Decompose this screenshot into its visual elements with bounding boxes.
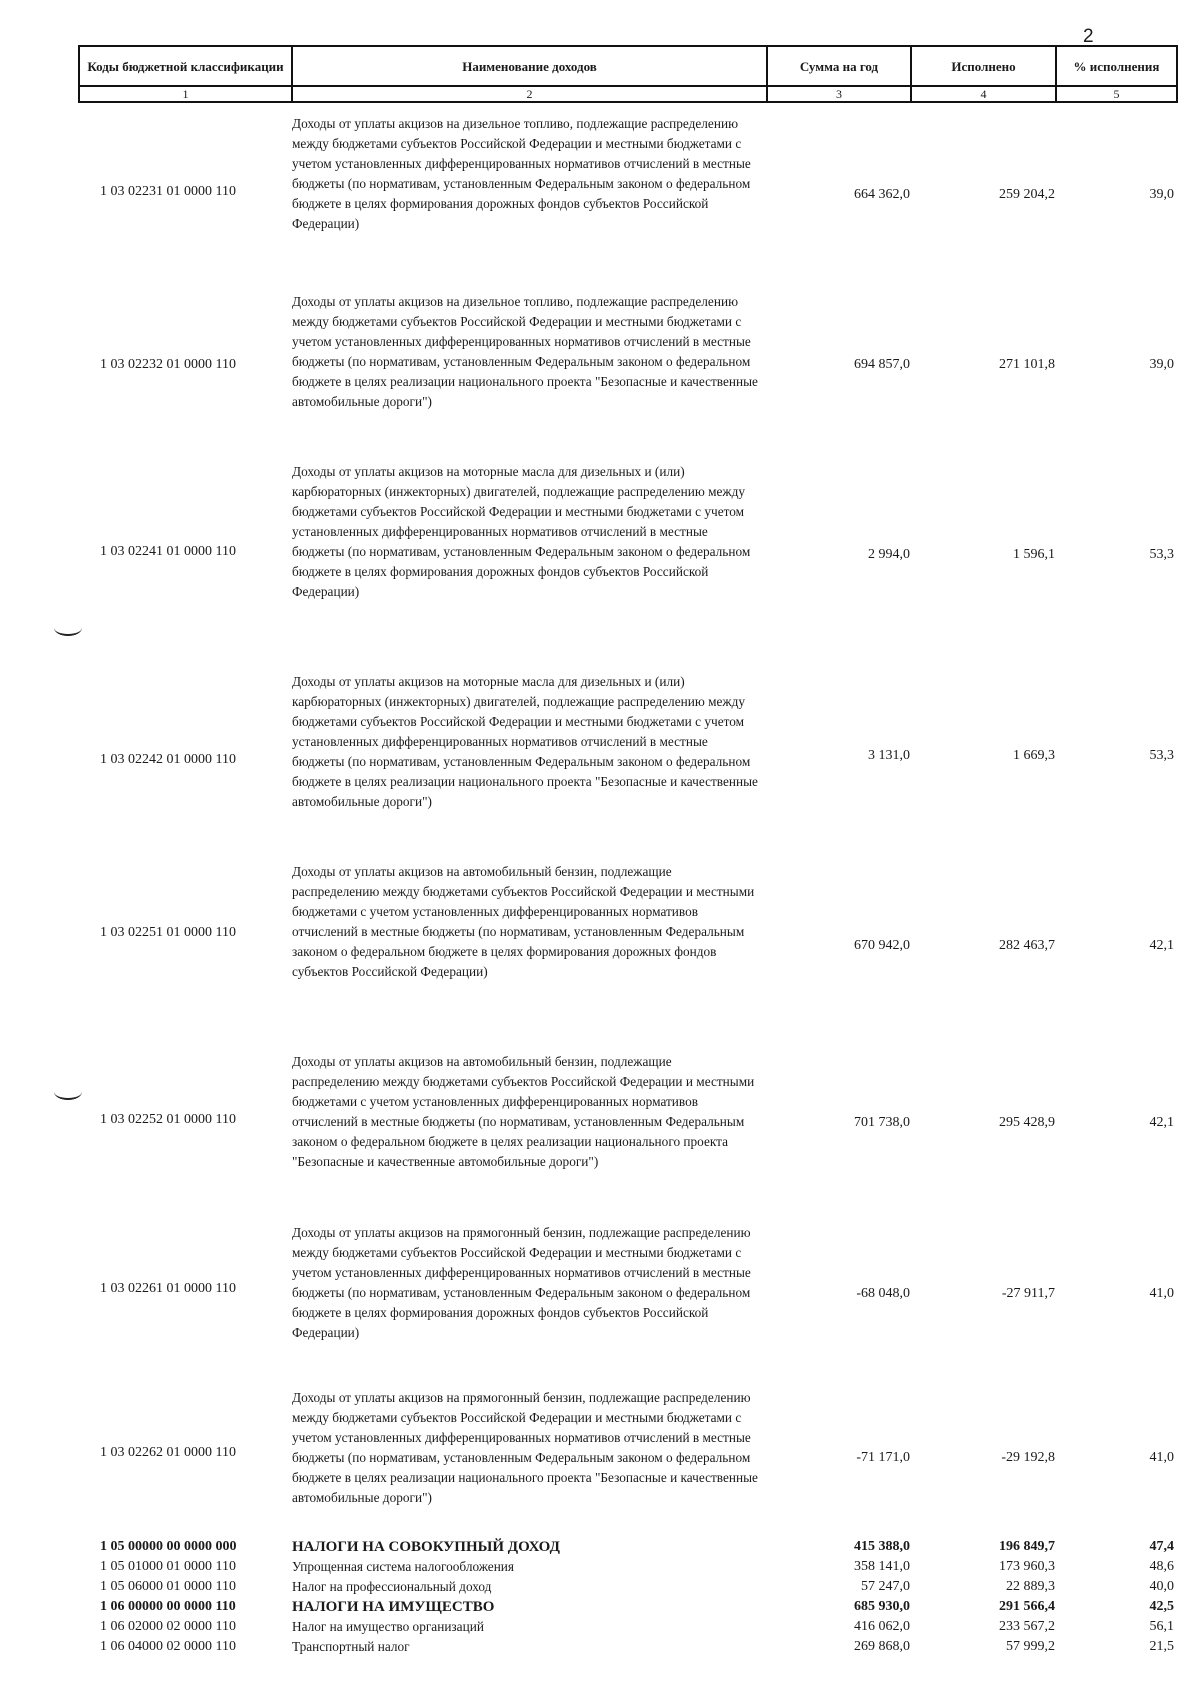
row-plan: 3 131,0 xyxy=(868,748,910,763)
row-code: 1 05 00000 00 0000 000 xyxy=(100,1539,237,1554)
row-code: 1 03 02262 01 0000 110 xyxy=(100,1445,236,1460)
row-code: 1 06 02000 02 0000 110 xyxy=(100,1619,236,1634)
page-number: 2 xyxy=(1083,26,1094,47)
row-pct: 41,0 xyxy=(1149,1286,1174,1301)
row-code: 1 05 01000 01 0000 110 xyxy=(100,1559,236,1574)
row-pct: 47,4 xyxy=(1149,1539,1174,1554)
row-name: НАЛОГИ НА ИМУЩЕСТВО xyxy=(292,1599,495,1615)
header-num-2: 2 xyxy=(292,86,767,102)
row-done: 173 960,3 xyxy=(999,1559,1055,1574)
row-name: НАЛОГИ НА СОВОКУПНЫЙ ДОХОД xyxy=(292,1539,560,1555)
row-done: 282 463,7 xyxy=(999,938,1055,953)
header-num-1: 1 xyxy=(79,86,292,102)
row-name: Доходы от уплаты акцизов на моторные масла для дизельных и (или) карбюраторных (инжекторных) двигателей, подлежащие распределению между бюджетами субъектов Российской Федерации и местными бюджетами с учетом установленных дифференцированных нормативов отчислений в местные бюджеты (по нормативам, установленным Федеральным законом о федеральном бюджете в целях формирования дорожных фондов субъектов Российской Федерации) xyxy=(292,464,751,599)
row-name: Доходы от уплаты акцизов на дизельное топливо, подлежащие распределению между бюджетами субъектов Российской Федерации и местными бюджетами с учетом установленных дифференцированных нормативов отчислений в местные бюджеты (по нормативам, установленным Федеральным законом о федеральном бюджете в целях формирования дорожных фондов субъектов Российской Федерации) xyxy=(292,116,751,231)
header-name: Наименование доходов xyxy=(292,46,767,86)
row-plan: -71 171,0 xyxy=(856,1450,910,1465)
row-name: Транспортный налог xyxy=(292,1639,410,1654)
row-done: -27 911,7 xyxy=(1001,1286,1055,1301)
row-code: 1 03 02242 01 0000 110 xyxy=(100,752,236,767)
row-done: 1 596,1 xyxy=(1013,547,1055,562)
row-name: Доходы от уплаты акцизов на прямогонный бензин, подлежащие распределению между бюджетами субъектов Российской Федерации и местными бюджетами с учетом установленных дифференцированных нормативов отчислений в местные бюджеты (по нормативам, установленным Федеральным законом о федеральном бюджете в целях реализации национального проекта "Безопасные и качественные автомобильные дороги") xyxy=(292,1390,758,1505)
row-done: 233 567,2 xyxy=(999,1619,1055,1634)
row-name: Доходы от уплаты акцизов на прямогонный бензин, подлежащие распределению между бюджетами субъектов Российской Федерации и местными бюджетами с учетом установленных дифференцированных нормативов отчислений в местные бюджеты (по нормативам, установленным Федеральным законом о федеральном бюджете в целях формирования дорожных фондов субъектов Российской Федерации) xyxy=(292,1225,751,1340)
row-done: 295 428,9 xyxy=(999,1115,1055,1130)
row-plan: 685 930,0 xyxy=(854,1599,910,1614)
row-plan: 415 388,0 xyxy=(854,1539,910,1554)
row-plan: 2 994,0 xyxy=(868,547,910,562)
header-num-3: 3 xyxy=(767,86,911,102)
row-code: 1 03 02251 01 0000 110 xyxy=(100,925,236,940)
row-plan: 416 062,0 xyxy=(854,1619,910,1634)
row-plan: 701 738,0 xyxy=(854,1115,910,1130)
table-header xyxy=(78,45,1178,103)
row-plan: 269 868,0 xyxy=(854,1639,910,1654)
row-pct: 39,0 xyxy=(1149,187,1174,202)
row-code: 1 06 00000 00 0000 110 xyxy=(100,1599,236,1614)
row-pct: 42,5 xyxy=(1149,1599,1174,1614)
row-name: Доходы от уплаты акцизов на автомобильный бензин, подлежащие распределению между бюджетами субъектов Российской Федерации и местными бюджетами с учетом установленных дифференцированных нормативов отчислений в местные бюджеты (по нормативам, установленным Федеральным законом о федеральном бюджете в целях реализации национального проекта "Безопасные и качественные автомобильные дороги") xyxy=(292,1054,755,1169)
row-pct: 48,6 xyxy=(1149,1559,1174,1574)
row-pct: 41,0 xyxy=(1149,1450,1174,1465)
row-pct: 53,3 xyxy=(1149,547,1174,562)
row-code: 1 03 02232 01 0000 110 xyxy=(100,357,236,372)
row-code: 1 06 04000 02 0000 110 xyxy=(100,1639,236,1654)
header-done: Исполнено xyxy=(911,46,1056,86)
header-num-5: 5 xyxy=(1056,86,1177,102)
row-name: Налог на имущество организаций xyxy=(292,1619,484,1634)
row-pct: 40,0 xyxy=(1149,1579,1174,1594)
row-plan: 664 362,0 xyxy=(854,187,910,202)
row-plan: 358 141,0 xyxy=(854,1559,910,1574)
row-pct: 39,0 xyxy=(1149,357,1174,372)
margin-mark xyxy=(54,620,82,636)
row-plan: 694 857,0 xyxy=(854,357,910,372)
row-name: Налог на профессиональный доход xyxy=(292,1579,492,1594)
row-code: 1 03 02252 01 0000 110 xyxy=(100,1112,236,1127)
header-plan: Сумма на год xyxy=(767,46,911,86)
row-done: 271 101,8 xyxy=(999,357,1055,372)
row-name: Доходы от уплаты акцизов на моторные масла для дизельных и (или) карбюраторных (инжекторных) двигателей, подлежащие распределению между бюджетами субъектов Российской Федерации и местными бюджетами с учетом установленных дифференцированных нормативов отчислений в местные бюджеты (по нормативам, установленным Федеральным законом о федеральном бюджете в целях реализации национального проекта "Безопасные и качественные автомобильные дороги") xyxy=(292,674,758,809)
row-code: 1 05 06000 01 0000 110 xyxy=(100,1579,236,1594)
row-code: 1 03 02231 01 0000 110 xyxy=(100,184,236,199)
row-pct: 21,5 xyxy=(1149,1639,1174,1654)
row-name: Упрощенная система налогообложения xyxy=(292,1559,515,1574)
row-plan: 670 942,0 xyxy=(854,938,910,953)
header-codes: Коды бюджетной классификации xyxy=(79,46,292,86)
row-done: 291 566,4 xyxy=(999,1599,1055,1614)
margin-mark xyxy=(54,1084,82,1100)
row-done: 1 669,3 xyxy=(1013,748,1055,763)
row-pct: 56,1 xyxy=(1149,1619,1174,1634)
row-code: 1 03 02261 01 0000 110 xyxy=(100,1281,236,1296)
row-done: 259 204,2 xyxy=(999,187,1055,202)
row-plan: 57 247,0 xyxy=(861,1579,910,1594)
row-done: 22 889,3 xyxy=(1006,1579,1055,1594)
row-done: 196 849,7 xyxy=(999,1539,1055,1554)
row-name: Доходы от уплаты акцизов на автомобильный бензин, подлежащие распределению между бюджетами субъектов Российской Федерации и местными бюджетами с учетом установленных дифференцированных нормативов отчислений в местные бюджеты (по нормативам, установленным Федеральным законом о федеральном бюджете в целях формирования дорожных фондов субъектов Российской Федерации) xyxy=(292,864,755,979)
row-code: 1 03 02241 01 0000 110 xyxy=(100,544,236,559)
row-plan: -68 048,0 xyxy=(856,1286,910,1301)
row-name: Доходы от уплаты акцизов на дизельное топливо, подлежащие распределению между бюджетами субъектов Российской Федерации и местными бюджетами с учетом установленных дифференцированных нормативов отчислений в местные бюджеты (по нормативам, установленным Федеральным законом о федеральном бюджете в целях реализации национального проекта "Безопасные и качественные автомобильные дороги") xyxy=(292,294,758,409)
row-pct: 53,3 xyxy=(1149,748,1174,763)
row-pct: 42,1 xyxy=(1149,938,1174,953)
header-pct: % исполнения xyxy=(1056,46,1177,86)
header-num-4: 4 xyxy=(911,86,1056,102)
row-done: 57 999,2 xyxy=(1006,1639,1055,1654)
row-pct: 42,1 xyxy=(1149,1115,1174,1130)
row-done: -29 192,8 xyxy=(1001,1450,1055,1465)
